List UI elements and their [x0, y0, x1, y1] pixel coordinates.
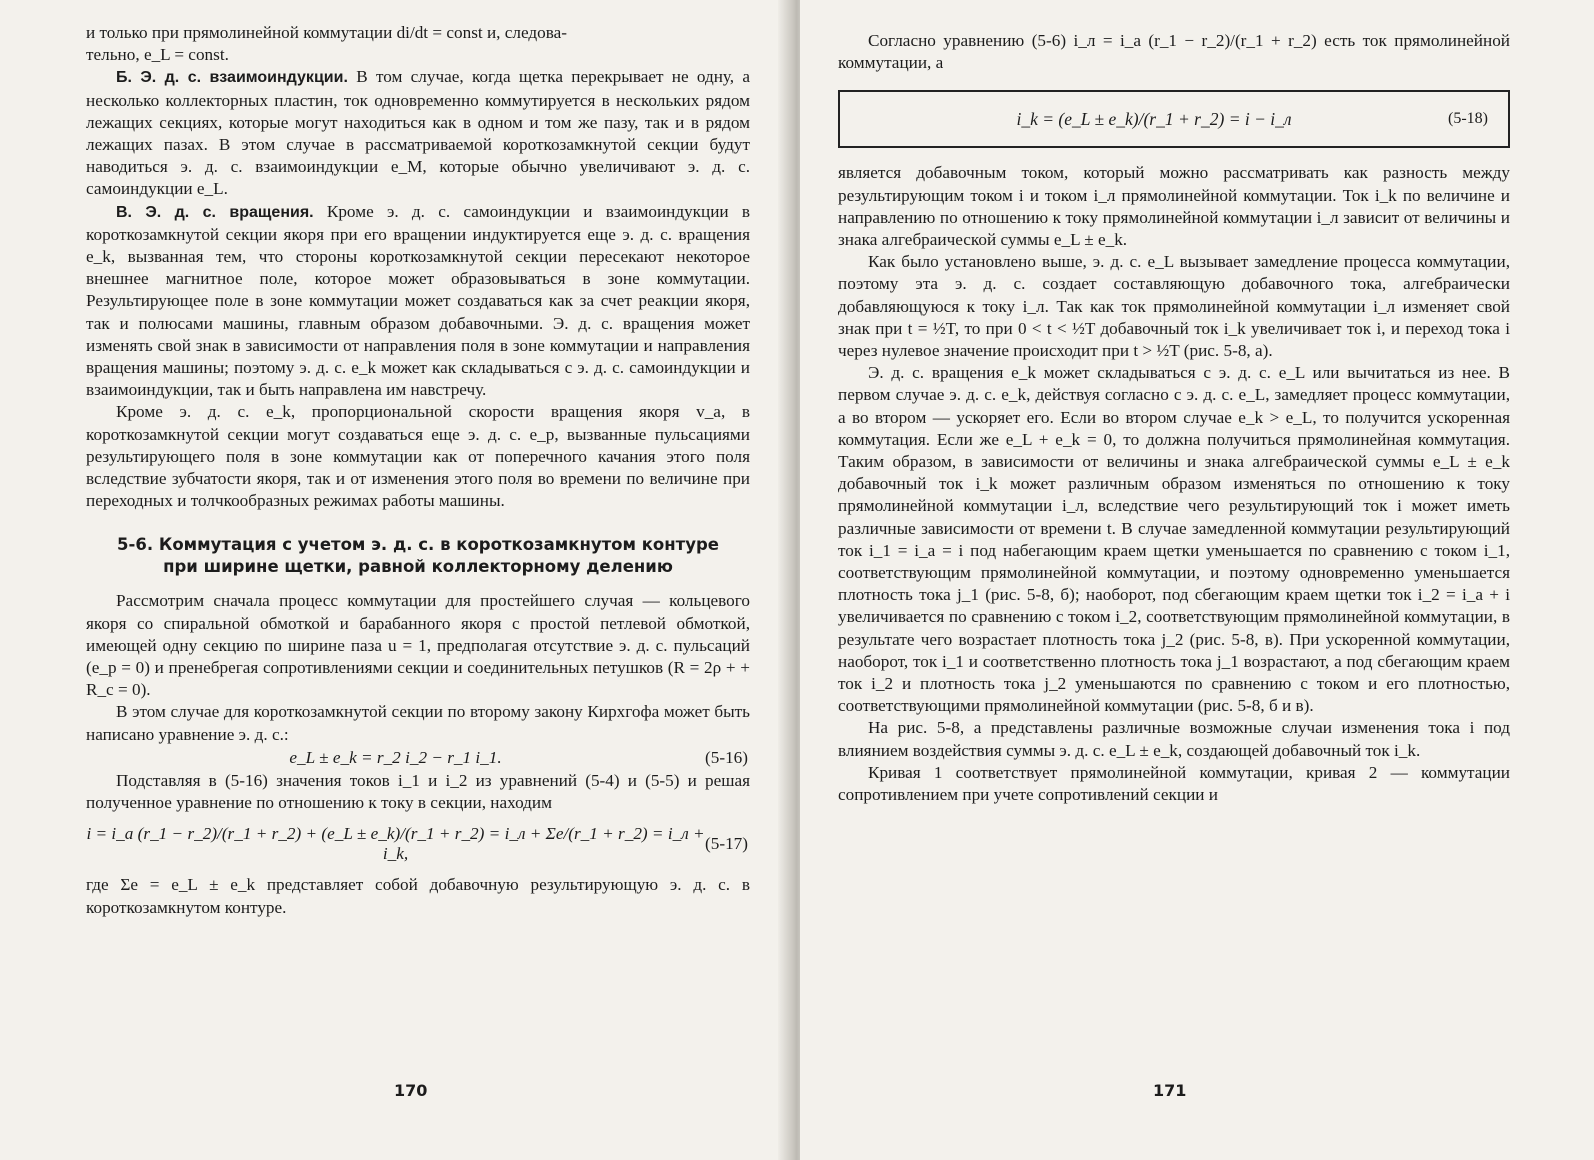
paragraph-substituting: Подставляя в (5-16) значения токов i_1 и i_2 из уравнений (5-4) и (5-5) и решая полученное уравнение по отношению к току в секции, находим — [86, 770, 750, 813]
equation-5-16 — [86, 748, 750, 768]
equation-number: (5-17) — [705, 834, 748, 854]
paragraph-lead: В. Э. д. с. вращения. — [116, 203, 314, 221]
equation-expression: e_L ± e_k = r_2 i_2 − r_1 i_1. — [289, 747, 502, 767]
section-heading — [86, 534, 750, 578]
equation-number: (5-18) — [1448, 110, 1488, 128]
equation-5-17 — [86, 824, 750, 864]
right-page — [800, 0, 1594, 1160]
section-heading-line-2: при ширине щетки, равной коллекторному делению — [163, 557, 673, 577]
paragraph-body: В том случае, когда щетка перекрывает не одну, а несколько коллекторных пластин, ток одновременно коммутируется в нескольких рядом лежащих секциях, которые могут находиться как в одном и том же пазу, так и в рядом лежащих пазах. В этом случае в рассматриваемой короткозамкнутой секции будут наводиться э. д. с. взаимоиндукции e_M, которые обычно увеличивают э. д. с. самоиндукции e_L. — [86, 67, 751, 199]
page-number: 170 — [394, 1081, 428, 1100]
paragraph-mutual-induction — [86, 66, 750, 200]
paragraph-is-additional: является добавочным током, который можно рассматривать как разность между результирующим током i и током i_л прямолинейной коммутации. Ток i_k по величине и направлению по отношению к току прямолинейной коммутации i_л зависит от величины и знака алгебраической суммы e_L ± e_k. — [838, 163, 1510, 250]
paragraph-consider: Рассмотрим сначала процесс коммутации для простейшего случая — кольцевого якоря со спиральной обмоткой и барабанного якоря с простой петлевой обмоткой, имеющей одну секцию по ширине паза u = 1, предполагая отсутствие э. д. с. пульсаций (e_p = 0) и пренебрегая сопротивлениями секции и соединительных петушков (R = 2ρ + + R_c = 0). — [86, 591, 750, 700]
paragraph-as-established: Как было установлено выше, э. д. с. e_L вызывает замедление процесса коммутации, поэтому эта э. д. с. создает составляющую добавочного тока, алгебраически добавляющуюся к току i_л. Так как ток прямолинейной коммутации i_л изменяет свой знак при t = ½T, то при 0 < t < ½T добавочный ток i_k увеличивает ток i, и переход тока i через нулевое значение происходит при t > ½T (рис. 5-8, а). — [838, 252, 1510, 361]
paragraph-pulsation-emf: Кроме э. д. с. e_k, пропорциональной скорости вращения якоря v_a, в короткозамкнутой секции могут создаваться еще э. д. с. e_p, вызванные пульсациями результирующего поля в зоне коммутации как от поперечного качания этого поля вследствие зубчатости якоря, так и от изменения этого поля во времени по величине при переходных и толчкообразных режимах работы машины. — [86, 402, 750, 511]
paragraph-where: где Σe = e_L ± e_k представляет собой добавочную результирующую э. д. с. в короткозамкнутом контуре. — [86, 875, 750, 917]
page-number: 171 — [1153, 1081, 1187, 1100]
left-top-line-2: тельно, e_L = const. — [86, 45, 229, 65]
equation-number: (5-16) — [705, 747, 748, 767]
equation-expression: i = i_a (r_1 − r_2)/(r_1 + r_2) + (e_L ± e_k)/(r_1 + r_2) = i_л + Σe/(r_1 + r_2) = i_л + i_k, — [86, 824, 705, 864]
paragraph-kirchhoff: В этом случае для короткозамкнутой секции по второму закону Кирхгофа может быть написано уравнение э. д. с.: — [86, 702, 750, 744]
left-top-line-1: и только при прямолинейной коммутации di/dt = const и, следова- — [86, 23, 567, 42]
equation-5-18-box — [838, 90, 1510, 148]
paragraph-figure-5-8: На рис. 5-8, а представлены различные возможные случаи изменения тока i под влиянием воздействия суммы э. д. с. e_L ± e_k, создающей добавочный ток i_k. — [838, 718, 1510, 760]
paragraph-curve: Кривая 1 соответствует прямолинейной коммутации, кривая 2 — коммутации сопротивлением при учете сопротивлений секции и — [838, 762, 1510, 805]
paragraph-rotation-adds: Э. д. с. вращения e_k может складываться с э. д. с. e_L или вычитаться из нее. В первом случае э. д. с. e_k, действуя согласно с э. д. с. e_L, замедляет процесс коммутации, а во втором — ускоряет его. Если во втором случае e_k > e_L, то получится ускоренная коммутация. Если же e_L + e_k = 0, то должна получиться прямолинейная коммутация. Таким образом, в зависимости от величины и знака алгебраической суммы e_L ± e_k добавочный ток i_k может различным образом изменяться по отношению к току прямолинейной коммутации i_л, вследствие чего результирующий ток i может иметь различные зависимости от времени t. В случае замедленной коммутации результирующий ток i_1 = i_a = i под набегающим краем щетки уменьшается по сравнению с током i_1, соответствующим прямолинейной коммутации, и поэтому одновременно уменьшается плотность тока j_1 (рис. 5-8, б); наоборот, под сбегающим краем щетки ток i_2 = i_a + i увеличивается по сравнению с током i_2, соответствующим прямолинейной коммутации, в результате чего возрастает плотность тока j_2 (рис. 5-8, в). При ускоренной коммутации, наоборот, ток i_1 и соответственно плотность тока j_1 возрастают, а под сбегающим краем ток i_2 и плотность тока j_2 уменьшаются по сравнению с током и его плотностью, соответствующими прямолинейной коммутации (рис. 5-8, б и в). — [838, 363, 1510, 716]
paragraph-body: Кроме э. д. с. самоиндукции и взаимоиндукции в короткозамкнутой секции якоря при его вращении индуктируется еще э. д. с. вращения e_k, вызванная тем, что стороны короткозамкнутой секции пересекают некоторое внешнее магнитное поле, которое может образовываться в зоне коммутации. Результирующее поле в зоне коммутации может создаваться как за счет реакции якоря, так и полюсами машины, главным образом добавочными. Э. д. с. вращения может изменять свой знак в зависимости от направления поля в зоне коммутации и направления вращения машины; поэтому э. д. с. e_k может как складываться с э. д. с. самоиндукции и взаимоиндукции, так и быть направлена им навстречу. — [86, 201, 750, 400]
paragraph-according: Согласно уравнению (5-6) i_л = i_a (r_1 − r_2)/(r_1 + r_2) есть ток прямолинейной коммутации, а — [838, 31, 1510, 73]
equation-expression: i_k = (e_L ± e_k)/(r_1 + r_2) = i − i_л — [1016, 108, 1292, 129]
section-heading-line-1: 5-6. Коммутация с учетом э. д. с. в короткозамкнутом контуре — [117, 535, 719, 555]
left-page — [0, 0, 790, 1160]
paragraph-rotation-emf — [86, 201, 750, 402]
paragraph-lead: Б. Э. д. с. взаимоиндукции. — [116, 69, 348, 87]
